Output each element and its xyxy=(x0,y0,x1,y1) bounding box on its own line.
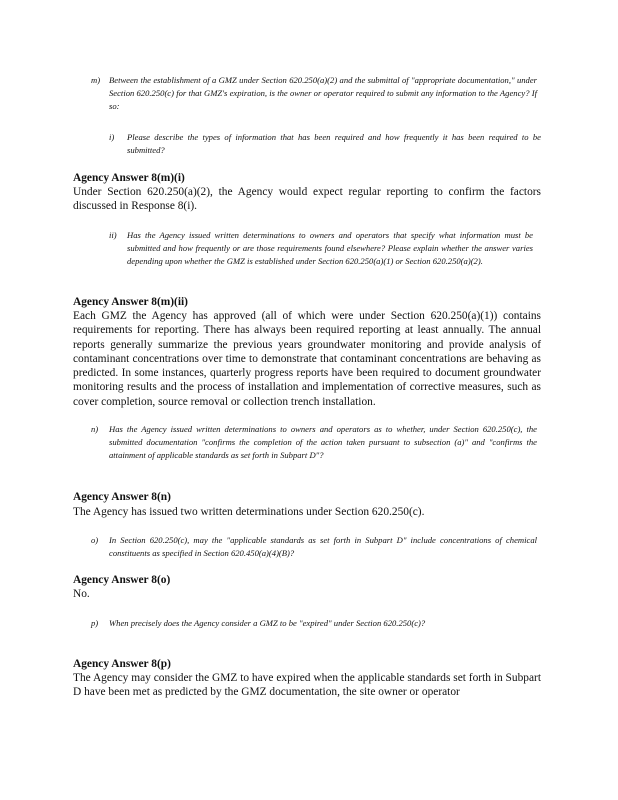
answer-text: The Agency has issued two written determinations under Section 620.250(c). xyxy=(73,506,425,518)
question-m xyxy=(91,74,537,113)
question-text: Has the Agency issued written determinations to owners and operators that specify what information must be submitted and how frequently or are those requirements found elsewhere? Please explain whether the answer varies depending upon whether the GMZ is established under Section 620.250(a)(1) or Section 620.250(a)(2). xyxy=(127,230,533,266)
answer-text: No. xyxy=(73,588,90,600)
answer-heading: Agency Answer 8(n) xyxy=(73,491,171,503)
question-label: i) xyxy=(109,132,115,142)
question-text: In Section 620.250(c), may the "applicable standards as set forth in Subpart D" include concentrations of chemical constituents as specified in Section 620.450(a)(4)(B)? xyxy=(109,535,537,558)
question-text: Please describe the types of information that has been required and how frequently it has been required to be submitted? xyxy=(127,132,541,155)
question-label: ii) xyxy=(109,230,117,240)
question-p xyxy=(91,617,537,630)
question-m-ii xyxy=(109,229,533,268)
answer-heading: Agency Answer 8(m)(i) xyxy=(73,172,185,184)
question-o xyxy=(91,534,537,560)
question-n xyxy=(91,423,537,462)
question-text: Has the Agency issued written determinations to owners and operators as to whether, under Section 620.250(c), the submitted documentation "confirms the completion of the action taken pursuant to subsection (a)" and "confirms the attainment of applicable standards as set forth in Subpart D"? xyxy=(109,424,537,460)
question-label: p) xyxy=(91,618,99,628)
answer-heading: Agency Answer 8(p) xyxy=(73,658,171,670)
question-text: Between the establishment of a GMZ under Section 620.250(a)(2) and the submittal of "appropriate documentation," under Section 620.250(c) for that GMZ's expiration, is the owner or operator required to submit any information to the Agency? If so: xyxy=(109,75,537,111)
question-label: o) xyxy=(91,535,99,545)
answer-text: The Agency may consider the GMZ to have expired when the applicable standards set forth in Subpart D have been met as predicted by the GMZ documentation, the site owner or operator xyxy=(73,672,541,699)
answer-text: Under Section 620.250(a)(2), the Agency would expect regular reporting to confirm the factors discussed in Response 8(i). xyxy=(73,186,541,213)
question-m-i xyxy=(109,131,541,157)
answer-heading: Agency Answer 8(o) xyxy=(73,574,171,586)
question-label: n) xyxy=(91,424,99,434)
question-label: m) xyxy=(91,75,101,85)
answer-heading: Agency Answer 8(m)(ii) xyxy=(73,296,188,308)
answer-text: Each GMZ the Agency has approved (all of which were under Section 620.250(a)(1)) contains requirements for reporting. There has always been required reporting at least annually. The annual reports generally summarize the previous years groundwater monitoring and provide analysis of contaminant concentrations over time to demonstrate that contaminant concentrations are behaving as predicted. In some instances, quarterly progress reports have been required to document groundwater monitoring results and the process of installation and implementation of corrective measures, such as cover completion, source removal or collection trench installation. xyxy=(73,310,541,408)
question-text: When precisely does the Agency consider a GMZ to be "expired" under Section 620.250(c)? xyxy=(109,618,426,628)
